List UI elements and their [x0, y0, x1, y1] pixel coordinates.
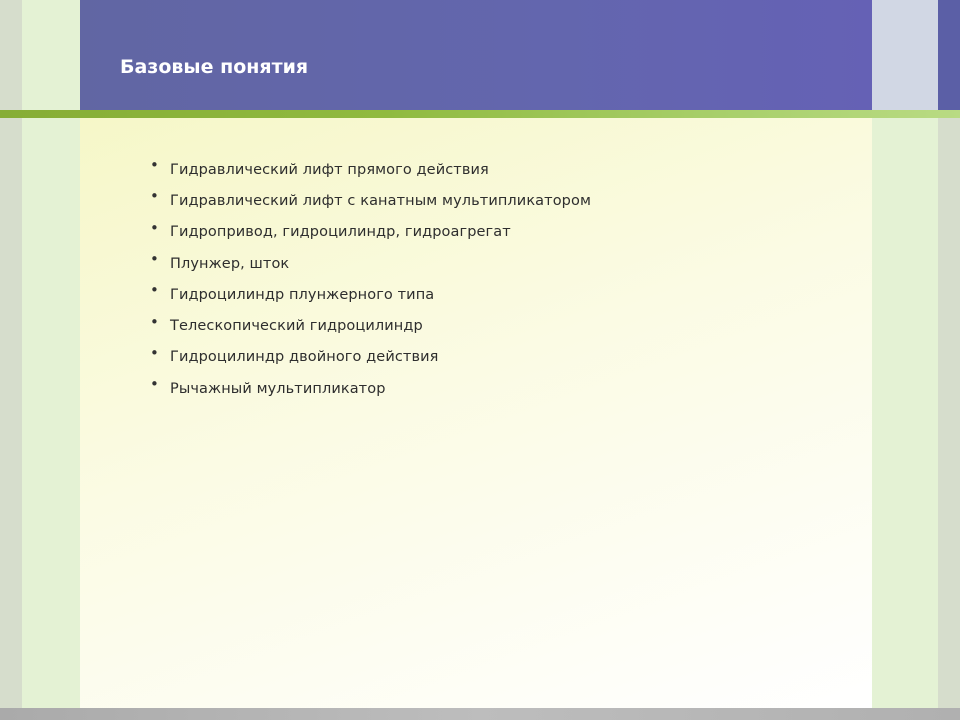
left-inner-column: [22, 0, 80, 720]
bullet-icon: •: [150, 375, 159, 394]
list-item-text: Гидравлический лифт прямого действия: [170, 161, 489, 178]
bullet-icon: •: [150, 250, 159, 269]
list-item-text: Телескопический гидроцилиндр: [170, 318, 423, 335]
header-right-edge: [938, 0, 960, 110]
bullet-icon: •: [150, 343, 159, 362]
list-item: [150, 342, 591, 373]
list-item-text: Гидроцилиндр двойного действия: [170, 349, 439, 366]
bullet-list: [150, 154, 591, 404]
header-right-block: [872, 0, 938, 110]
list-item: [150, 248, 591, 279]
list-item: [150, 310, 591, 341]
green-stripe: [0, 110, 960, 118]
list-item-text: Рычажный мультипликатор: [170, 380, 386, 397]
bullet-icon: •: [150, 281, 159, 300]
list-item: [150, 185, 591, 216]
list-item-text: Гидроцилиндр плунжерного типа: [170, 286, 435, 303]
list-item-text: Гидравлический лифт с канатным мультипликатором: [170, 192, 592, 209]
list-item: [150, 217, 591, 248]
bullet-icon: •: [150, 156, 159, 175]
bullet-icon: •: [150, 312, 159, 331]
bottom-bar: [0, 708, 960, 720]
bullet-icon: •: [150, 187, 159, 206]
list-item-text: Гидропривод, гидроцилиндр, гидроагрегат: [170, 224, 511, 241]
bullet-icon: •: [150, 218, 159, 237]
left-outer-column: [0, 0, 22, 720]
slide-title: Базовые понятия: [120, 56, 309, 78]
list-item: [150, 373, 591, 404]
list-item: [150, 279, 591, 310]
list-item: [150, 154, 591, 185]
list-item-text: Плунжер, шток: [170, 255, 290, 272]
